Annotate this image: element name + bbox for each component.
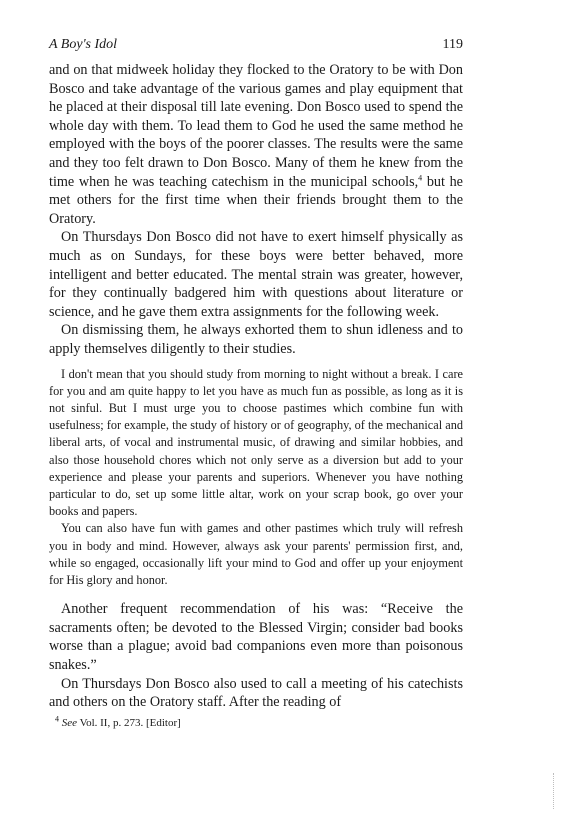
block-quote	[49, 366, 463, 590]
body-text	[49, 600, 463, 712]
page-number: 119	[442, 37, 463, 52]
paragraph: On Thursdays Don Bosco did not have to exert himself physically as much as on Sundays, for these boys were better behaved, more intelligent and better educated. The mental strain was greater, however, for they continually badgered him with questions about literature or science, and he gave them extra assignments for the following week.	[49, 229, 463, 320]
footnote-text: Vol. II, p. 273. [Editor]	[77, 716, 181, 729]
paragraph: On dismissing them, he always exhorted them to shun idleness and to apply themselves diligently to their studies.	[49, 322, 463, 357]
paragraph: and on that midweek holiday they flocked to the Oratory to be with Don Bosco and take advantage of the various games and play equipment that he placed at their disposal till late evening. Don Bosco used to spend the whole day with them. To lead them to God he used the same method he employed with the boys of the poorer classes. The results were the same and they too felt drawn to Don Bosco. Many of them he knew from the time when he was teaching catechism in the municipal schools,$^4$ but he met others for the first time when their friends brought them to the Oratory.	[49, 62, 463, 227]
footnote-see: See	[61, 716, 78, 729]
footnote-marker: 4	[55, 714, 59, 724]
book-page	[49, 36, 463, 730]
paragraph: On Thursdays Don Bosco also used to call a meeting of his catechists and others on the Oratory staff. After the reading of	[49, 675, 463, 711]
paragraph: Another frequent recommendation of his was: “Receive the sacraments often; be devoted to the Blessed Virgin; consider bad books worse than a plague; avoid bad companions even more than poisonous snakes.”	[49, 601, 463, 673]
body-text	[49, 61, 463, 359]
footnote-reference: 4	[418, 172, 423, 182]
running-title: A Boy's Idol	[49, 37, 118, 52]
running-head	[49, 36, 463, 54]
scan-edge-mark	[553, 773, 555, 809]
quote-paragraph: I don't mean that you should study from morning to night without a break. I care for you and am quite happy to let you have as much fun as possible, as long as it is not sinful. But I must urge you to choose pastimes which combine fun with usefulness; for example, the study of history or of geography, of the mechanical and liberal arts, of vocal and instrumental music, of drawing and similar hobbies, and also those household chores which not only serve as a diversion but add to your experience and please your parents and superiors. Whenever you have nothing particular to do, set up some little altar, work on your scrap book, go over your books and papers.	[49, 366, 463, 519]
quote-paragraph: You can also have fun with games and other pastimes which truly will refresh you in body and mind. However, always ask your parents' permission first, and, while so engaged, occasionally lift your mind to God and offer up your enjoyment for His glory and honor.	[49, 521, 463, 587]
footnote	[49, 716, 463, 730]
